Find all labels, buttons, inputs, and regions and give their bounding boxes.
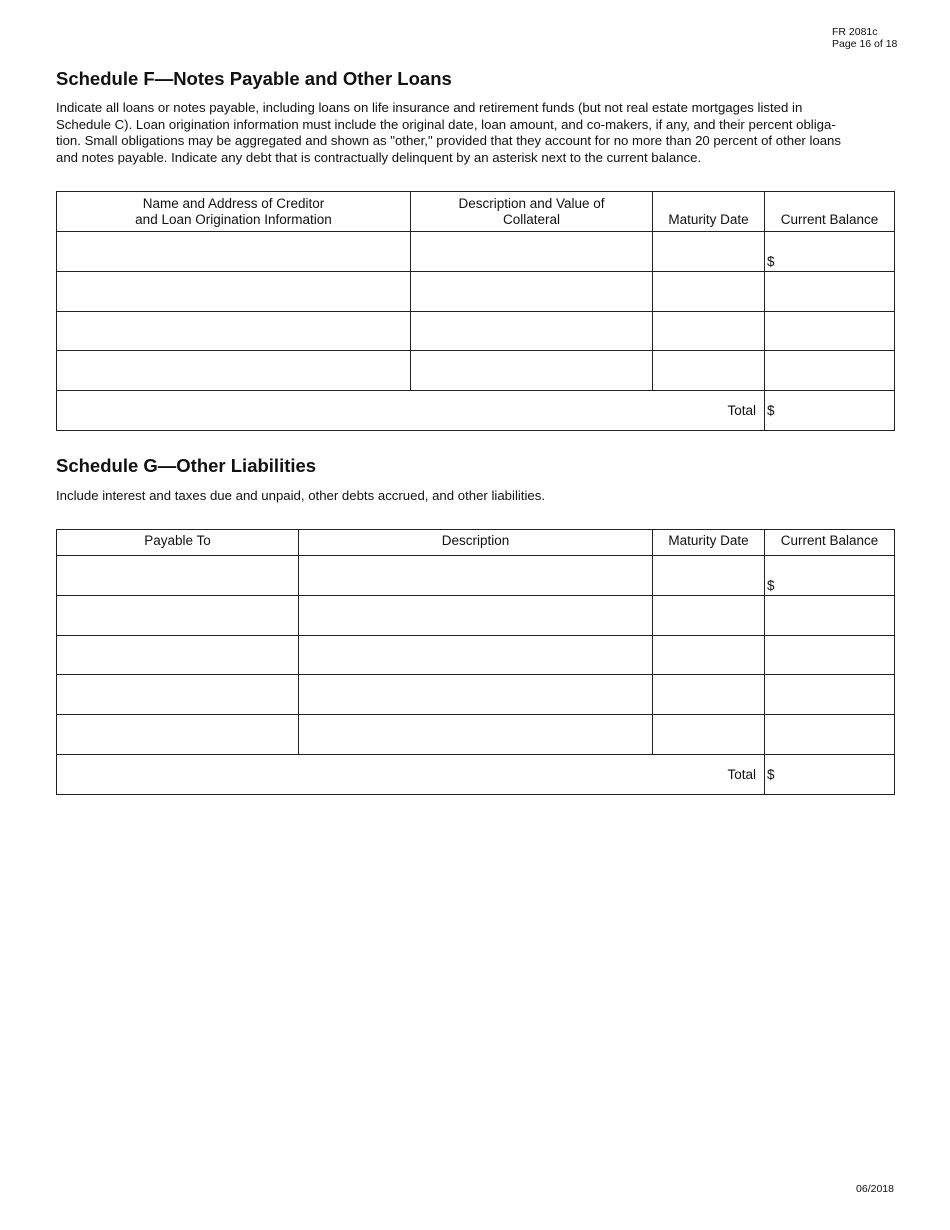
total-currency-symbol: $ bbox=[767, 766, 775, 782]
current-balance-field[interactable] bbox=[765, 715, 895, 755]
description-field[interactable] bbox=[299, 556, 653, 596]
total-balance-field[interactable] bbox=[765, 391, 895, 431]
schedule-g-intro: Include interest and taxes due and unpaid, other debts accrued, and other liabilities. bbox=[56, 488, 545, 503]
maturity-date-field[interactable] bbox=[653, 271, 765, 311]
schedule-f-header-row bbox=[57, 192, 895, 232]
schedule-f-intro-line-3: tion. Small obligations may be aggregated and shown as "other," provided that they account for no more than 20 percent of other loans bbox=[56, 133, 841, 149]
description-field[interactable] bbox=[299, 595, 653, 635]
table-row bbox=[57, 715, 895, 755]
current-balance-field[interactable] bbox=[765, 271, 895, 311]
collateral-field[interactable] bbox=[411, 351, 653, 391]
maturity-date-field[interactable] bbox=[653, 715, 765, 755]
payable-to-field[interactable] bbox=[57, 556, 299, 596]
table-row bbox=[57, 311, 895, 351]
table-row bbox=[57, 595, 895, 635]
form-header bbox=[832, 26, 897, 50]
payable-to-field[interactable] bbox=[57, 635, 299, 675]
table-row bbox=[57, 351, 895, 391]
col-collateral-line2: Collateral bbox=[502, 212, 561, 227]
collateral-field[interactable] bbox=[411, 271, 653, 311]
revision-date: 06/2018 bbox=[856, 1183, 894, 1195]
maturity-date-field[interactable] bbox=[653, 556, 765, 596]
col-maturity-header: Maturity Date bbox=[653, 192, 765, 232]
maturity-date-field[interactable] bbox=[653, 595, 765, 635]
table-row bbox=[57, 232, 895, 272]
description-field[interactable] bbox=[299, 715, 653, 755]
currency-symbol: $ bbox=[767, 253, 775, 269]
maturity-date-field[interactable] bbox=[653, 232, 765, 272]
creditor-field[interactable] bbox=[57, 271, 411, 311]
description-field[interactable] bbox=[299, 675, 653, 715]
schedule-f-intro-line-1: Indicate all loans or notes payable, including loans on life insurance and retirement funds (but not real estate mortgages listed in bbox=[56, 100, 803, 115]
schedule-f-intro-line-4: and notes payable. Indicate any debt that is contractually delinquent by an asterisk next to the current balance. bbox=[56, 150, 702, 166]
collateral-field[interactable] bbox=[411, 232, 653, 272]
schedule-f-table bbox=[56, 191, 895, 431]
schedule-f-intro bbox=[56, 100, 896, 167]
col-creditor-line2: and Loan Origination Information bbox=[135, 212, 332, 227]
payable-to-field[interactable] bbox=[57, 675, 299, 715]
collateral-field[interactable] bbox=[411, 311, 653, 351]
schedule-f-intro-line-2: Schedule C). Loan origination information must include the original date, loan amount, and co-makers, if any, and their percent obliga- bbox=[56, 116, 836, 132]
maturity-date-field[interactable] bbox=[653, 351, 765, 391]
total-label: Total bbox=[57, 754, 765, 794]
current-balance-field[interactable] bbox=[765, 351, 895, 391]
current-balance-field[interactable] bbox=[765, 232, 895, 272]
maturity-date-field[interactable] bbox=[653, 675, 765, 715]
maturity-date-field[interactable] bbox=[653, 311, 765, 351]
col-balance-header: Current Balance bbox=[765, 530, 895, 556]
col-collateral-line1: Description and Value of bbox=[458, 196, 605, 211]
maturity-date-field[interactable] bbox=[653, 635, 765, 675]
schedule-g-header-row bbox=[57, 530, 895, 556]
payable-to-field[interactable] bbox=[57, 595, 299, 635]
form-id: FR 2081c bbox=[832, 26, 878, 38]
current-balance-field[interactable] bbox=[765, 635, 895, 675]
current-balance-field[interactable] bbox=[765, 595, 895, 635]
schedule-f-title: Schedule F—Notes Payable and Other Loans bbox=[56, 68, 452, 89]
current-balance-field[interactable] bbox=[765, 311, 895, 351]
creditor-field[interactable] bbox=[57, 351, 411, 391]
total-currency-symbol: $ bbox=[767, 403, 775, 419]
table-row bbox=[57, 675, 895, 715]
current-balance-field[interactable] bbox=[765, 675, 895, 715]
page-number: Page 16 of 18 bbox=[832, 38, 898, 50]
col-creditor-line1: Name and Address of Creditor bbox=[142, 196, 325, 211]
current-balance-field[interactable] bbox=[765, 556, 895, 596]
col-creditor-header bbox=[57, 192, 411, 232]
total-label: Total bbox=[57, 391, 765, 431]
schedule-g-table bbox=[56, 529, 895, 795]
total-row bbox=[57, 754, 895, 794]
creditor-field[interactable] bbox=[57, 232, 411, 272]
creditor-field[interactable] bbox=[57, 311, 411, 351]
description-field[interactable] bbox=[299, 635, 653, 675]
col-description-header: Description bbox=[299, 530, 653, 556]
currency-symbol: $ bbox=[767, 577, 775, 593]
col-balance-header: Current Balance bbox=[765, 192, 895, 232]
col-payable-to-header: Payable To bbox=[57, 530, 299, 556]
total-balance-field[interactable] bbox=[765, 754, 895, 794]
schedule-g-title: Schedule G—Other Liabilities bbox=[56, 455, 317, 476]
total-row bbox=[57, 391, 895, 431]
col-collateral-header bbox=[411, 192, 653, 232]
col-maturity-header: Maturity Date bbox=[653, 530, 765, 556]
payable-to-field[interactable] bbox=[57, 715, 299, 755]
table-row bbox=[57, 635, 895, 675]
table-row bbox=[57, 271, 895, 311]
table-row bbox=[57, 556, 895, 596]
